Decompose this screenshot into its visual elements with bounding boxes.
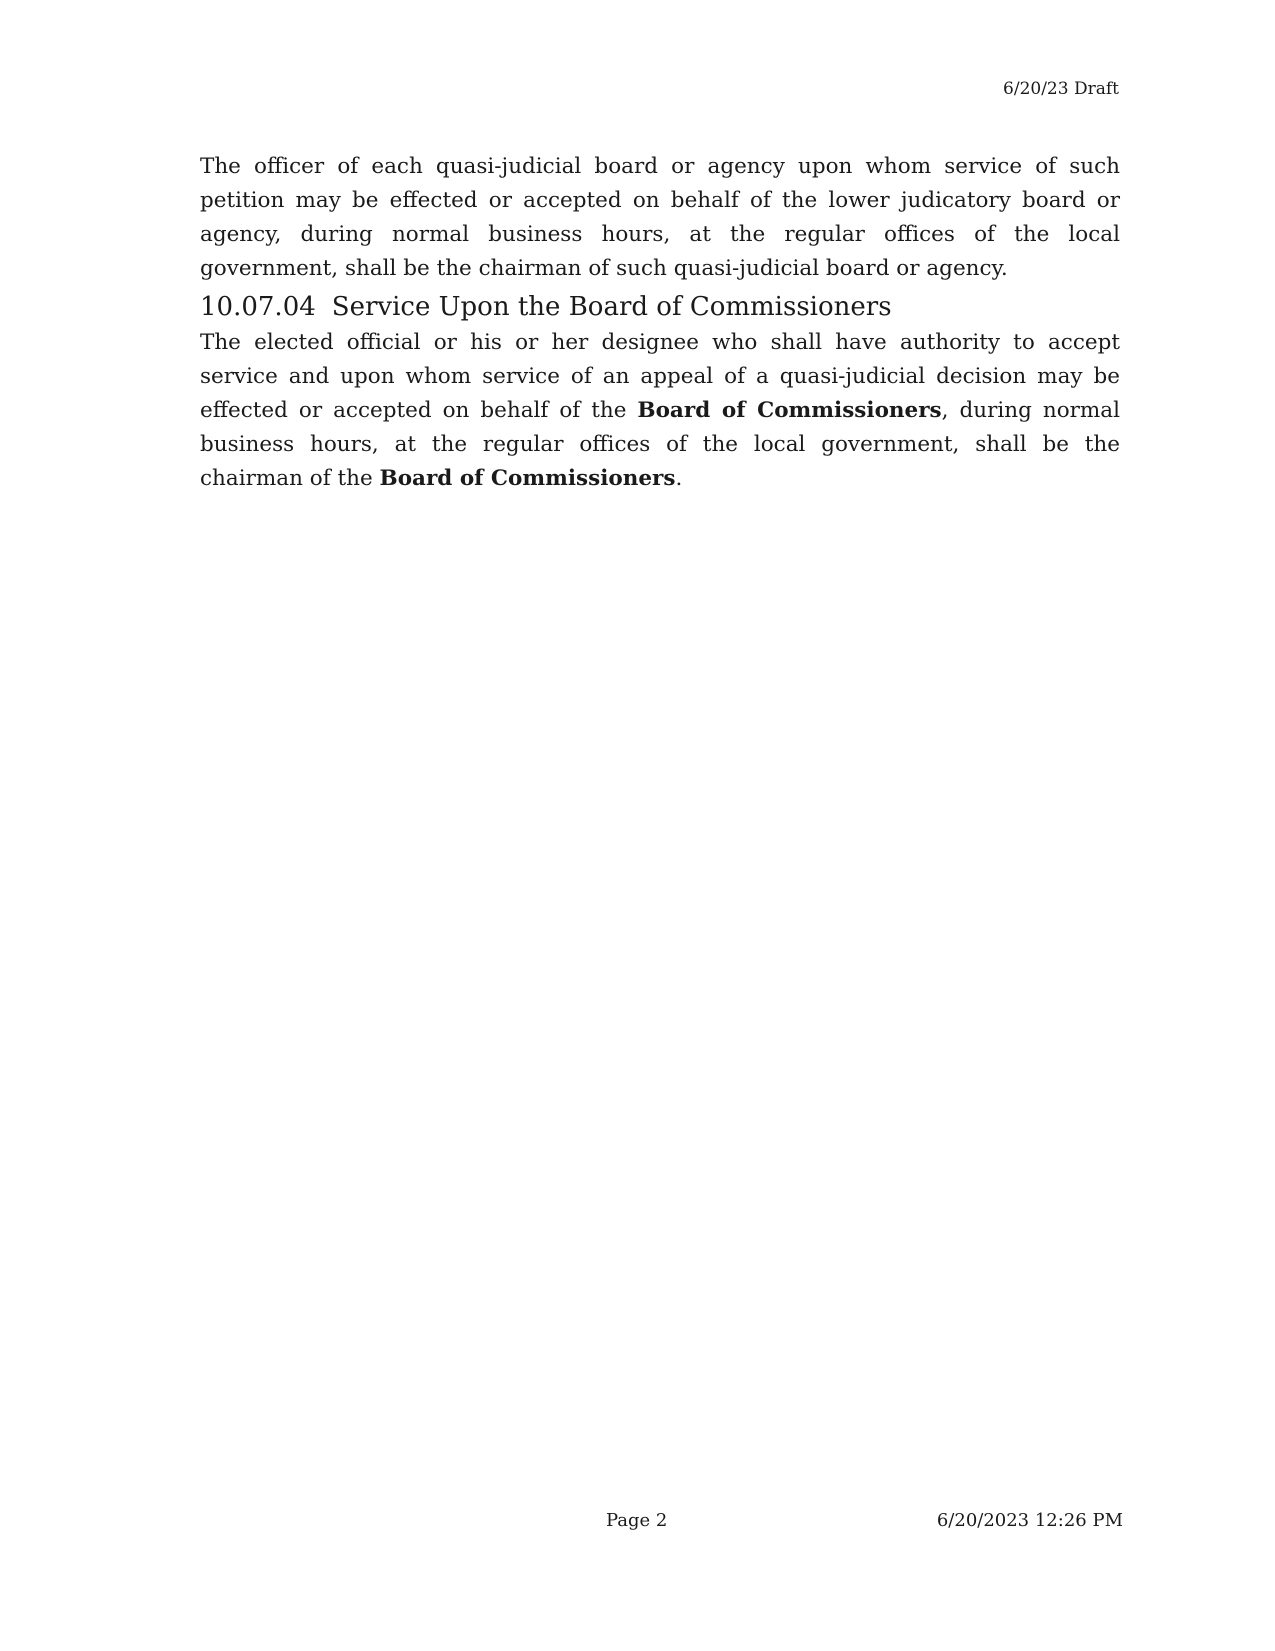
board-of-commissioners-term: Board of Commissioners (379, 466, 676, 491)
board-service-paragraph (200, 326, 1120, 496)
board-service-text-3: . (675, 466, 683, 491)
document-body (200, 150, 1120, 496)
board-service-text-2: , during normal business hours, at the regular offices of the local government, shall be the chairman of the (200, 398, 1120, 491)
section-heading (200, 290, 1120, 324)
board-of-commissioners-term: Board of Commissioners (637, 398, 942, 423)
draft-date-header: 6/20/23 Draft (1003, 79, 1119, 99)
footer-timestamp: 6/20/2023 12:26 PM (936, 1510, 1123, 1531)
officer-service-paragraph: The officer of each quasi-judicial board or agency upon whom service of such petition may be effected or accepted on behalf of the lower judicatory board or agency, during normal business hours, at the regular offices of the local government, shall be the chairman of such quasi-judicial board or agency. (200, 154, 1120, 281)
board-service-text-1: The elected official or his or her designee who shall have authority to accept service and upon whom service of an appeal of a quasi-judicial decision may be effected or accepted on behalf of the (200, 330, 1120, 423)
page-number: Page 2 (606, 1510, 668, 1531)
section-number: 10.07.04 (200, 292, 316, 322)
section-title: Service Upon the Board of Commissioners (331, 292, 892, 322)
